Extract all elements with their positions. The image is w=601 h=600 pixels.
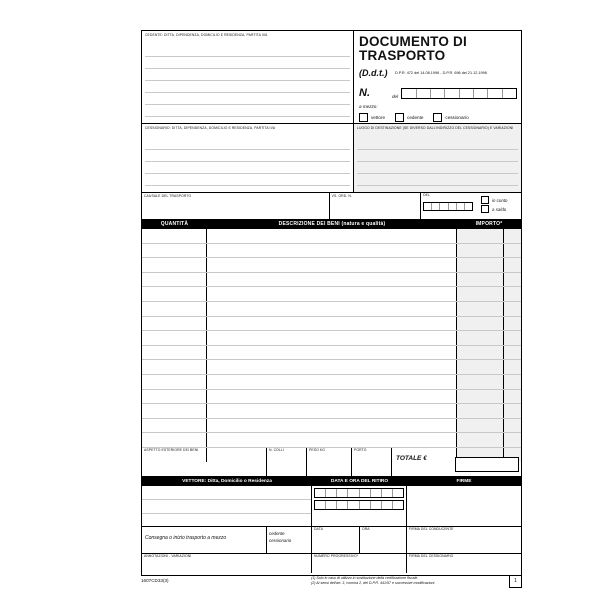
conto-saldo-block [478,193,521,219]
cell-amount[interactable] [457,360,521,374]
cell-description[interactable] [207,433,457,447]
cell-amount[interactable] [457,331,521,345]
means-options [359,113,517,122]
cell-description[interactable] [207,360,457,374]
delivery-row [142,527,521,554]
checkbox-icon[interactable] [433,113,442,122]
aspect-row [142,448,521,477]
cell-amount[interactable] [457,390,521,404]
destination-label: LUOGO DI DESTINAZIONE (SE DIVERSO DALL'INDIRIZZO DEL CESSIONARIO) E VARIAZIONI [357,126,514,130]
header-row [142,31,521,124]
causale-label: CAUSALE DEL TRASPORTO [144,194,192,198]
packages-block[interactable] [267,448,307,476]
carrier-row [142,486,521,527]
checkbox-icon[interactable] [359,113,368,122]
order-label: VS. ORD. N. [331,194,352,198]
cell-quantity[interactable] [142,404,207,418]
page-title: DOCUMENTO DI TRASPORTO [359,34,467,64]
table-row[interactable] [142,419,521,434]
option-a-saldo[interactable] [481,205,519,213]
cell-quantity[interactable] [142,331,207,345]
progressive-note: * [356,554,359,558]
footer-code-text: 1607CD33 [141,578,163,583]
means-option-cessionario[interactable] [433,113,468,122]
number-row [359,87,517,99]
weight-label: PESO KG [309,448,325,452]
order-date-block[interactable] [421,193,478,219]
table-row[interactable] [142,302,521,317]
order-date-digits[interactable] [423,202,473,211]
cell-description[interactable] [207,229,457,243]
delivery-options[interactable] [267,527,312,553]
cell-quantity[interactable] [142,360,207,374]
cell-amount[interactable] [457,375,521,389]
port-label: PORTO [354,448,367,452]
notes-label: ANNOTAZIONI - VARIAZIONI [144,554,192,558]
cell-amount[interactable] [457,419,521,433]
carrier-field[interactable] [142,486,312,526]
total-value-box[interactable] [455,457,519,472]
progressive-block[interactable] [312,554,407,573]
table-row[interactable] [142,375,521,390]
cell-quantity[interactable] [142,258,207,272]
recipient-signature-label: FIRMA DEL CESSIONARIO [409,554,454,558]
cell-amount[interactable] [457,229,521,243]
col-description: DESCRIZIONE DEI BENI (natura e qualità) [278,221,386,227]
cell-description[interactable] [207,375,457,389]
cell-description[interactable] [207,390,457,404]
cell-description[interactable] [207,419,457,433]
driver-signature-block[interactable] [407,527,521,553]
page-number: 1 [509,575,522,588]
checkbox-icon[interactable] [481,205,489,213]
means-option-cedente[interactable] [395,113,423,122]
table-row[interactable] [142,244,521,259]
recipient-row [142,124,521,193]
col-amount-label: IMPORTO [475,221,501,227]
option-in-conto[interactable] [481,196,519,204]
causale-row [142,193,521,220]
table-row[interactable] [142,258,521,273]
number-label: N. [359,87,370,100]
delivery-option-cessionario[interactable]: cessionario [269,537,292,543]
cell-description[interactable] [207,302,457,316]
footer-notes [311,576,501,587]
delivery-date-label: DATA [314,527,323,531]
date-label: del [392,94,399,100]
table-row[interactable] [142,360,521,375]
cell-description[interactable] [207,287,457,301]
cell-quantity[interactable] [142,244,207,258]
cell-description[interactable] [207,331,457,345]
cell-amount[interactable] [457,404,521,418]
footer-copy-text: (3) [162,578,169,583]
cell-amount[interactable] [457,244,521,258]
order-date-label: DEL [423,193,431,197]
delivery-option-cedente[interactable]: cedente [269,531,285,536]
sender-block[interactable] [142,31,354,123]
means-option-label: cessionario [445,115,469,121]
recipient-label: CESSIONARIO: DITTA, DIPENDENZA, DOMICILIO E RESIDENZA, PARTITA IVA [145,126,276,130]
aspect-block[interactable] [142,448,267,476]
delivery-date-block[interactable] [312,527,360,553]
cell-amount[interactable] [457,302,521,316]
ddt-form [141,30,522,576]
notes-block[interactable] [142,554,312,573]
signature-field[interactable] [407,486,521,526]
checkbox-icon[interactable] [395,113,404,122]
cell-quantity[interactable] [142,273,207,287]
recipient-signature-block[interactable] [407,554,521,573]
sender-label: CEDENTE: DITTA, DIPENDENZA, DOMICILIO E RESIDENZA, PARTITA IVA [145,33,268,37]
cell-amount[interactable] [457,346,521,360]
pickup-band-label: DATA E ORA DEL RITIRO [330,479,389,484]
cell-quantity[interactable] [142,346,207,360]
cell-description[interactable] [207,273,457,287]
cell-quantity[interactable] [142,317,207,331]
col-amount-note: * [500,221,503,227]
means-option-label: cedente [407,115,424,121]
total-block [392,448,521,476]
footer-note-2: (2) Ai sensi dell'art. 3, comma 2, del D.P.R. 441/97 e successive modificazioni. [311,581,436,586]
table-row[interactable] [142,273,521,288]
cell-description[interactable] [207,317,457,331]
cell-quantity[interactable] [142,375,207,389]
cell-quantity[interactable] [142,302,207,316]
cell-amount[interactable] [457,317,521,331]
order-block[interactable] [330,193,421,219]
table-row[interactable] [142,287,521,302]
cell-quantity[interactable] [142,229,207,243]
pickup-time-digits[interactable] [314,500,404,510]
cell-description[interactable] [207,258,457,272]
cell-amount[interactable] [457,287,521,301]
destination-block[interactable] [354,124,521,192]
pickup-date-digits[interactable] [314,488,404,498]
footer-code [141,578,169,583]
recipient-lines [145,138,350,186]
law-reference: D.P.R. 472 del 14.08.1996 - D.P.R. 696 del 21.12.1996 [394,71,487,76]
table-row[interactable] [142,390,521,405]
cell-amount[interactable] [457,258,521,272]
title-block [354,31,521,123]
signatures-band-label: FIRME [456,479,472,484]
cell-description[interactable] [207,404,457,418]
col-amount [457,220,521,229]
table-body [142,229,521,448]
aspect-label: ASPETTO ESTERIORE DEI BENI [144,448,199,452]
delivery-time-label: ORA [362,527,370,531]
table-row[interactable] [142,433,521,448]
packages-label: N. COLLI [269,448,284,452]
date-digit-boxes[interactable] [401,88,517,99]
delivery-time-block[interactable] [360,527,407,553]
table-row[interactable] [142,404,521,419]
causale-block[interactable] [142,193,330,219]
weight-block[interactable] [307,448,352,476]
carrier-band-label: VETTORE: Ditta, Domicilio o Residenza [182,479,272,484]
option-label: in conto [492,197,508,203]
by-means-label: a mezzo: [359,104,378,110]
option-label: a saldo [492,206,507,212]
col-quantity: QUANTITÀ [160,221,189,227]
cell-quantity[interactable] [142,390,207,404]
means-option-label: vettore [371,115,386,121]
port-block[interactable] [352,448,392,476]
footer-note-1: (1) Solo in caso di utilizzo in sostituzione della certificazione fiscale. [311,576,419,580]
progressive-label [314,555,404,559]
cell-amount[interactable] [457,273,521,287]
progressive-label-text: NUMERO PROGRESSIVO [314,554,357,558]
sender-lines [145,45,350,117]
table-row[interactable] [142,346,521,361]
notes-row [142,554,521,573]
checkbox-icon[interactable] [481,196,489,204]
driver-signature-label: FIRMA DEL CONDUCENTE [409,527,454,531]
cell-quantity[interactable] [142,287,207,301]
carrier-band [142,477,521,486]
cell-quantity[interactable] [142,419,207,433]
table-row[interactable] [142,229,521,244]
recipient-block[interactable] [142,124,354,192]
table-row[interactable] [142,317,521,332]
delivery-text: Consegna o inizio trasporto a mezzo [142,527,267,553]
pickup-field[interactable] [312,486,407,526]
table-header [142,220,521,229]
cell-quantity[interactable] [142,433,207,447]
cell-amount[interactable] [457,433,521,447]
table-row[interactable] [142,331,521,346]
destination-lines [357,138,518,186]
means-option-vettore[interactable] [359,113,385,122]
total-label: TOTALE € [396,455,427,462]
cell-description[interactable] [207,244,457,258]
cell-description[interactable] [207,346,457,360]
doc-subtitle: (D.d.t.) [359,68,388,79]
